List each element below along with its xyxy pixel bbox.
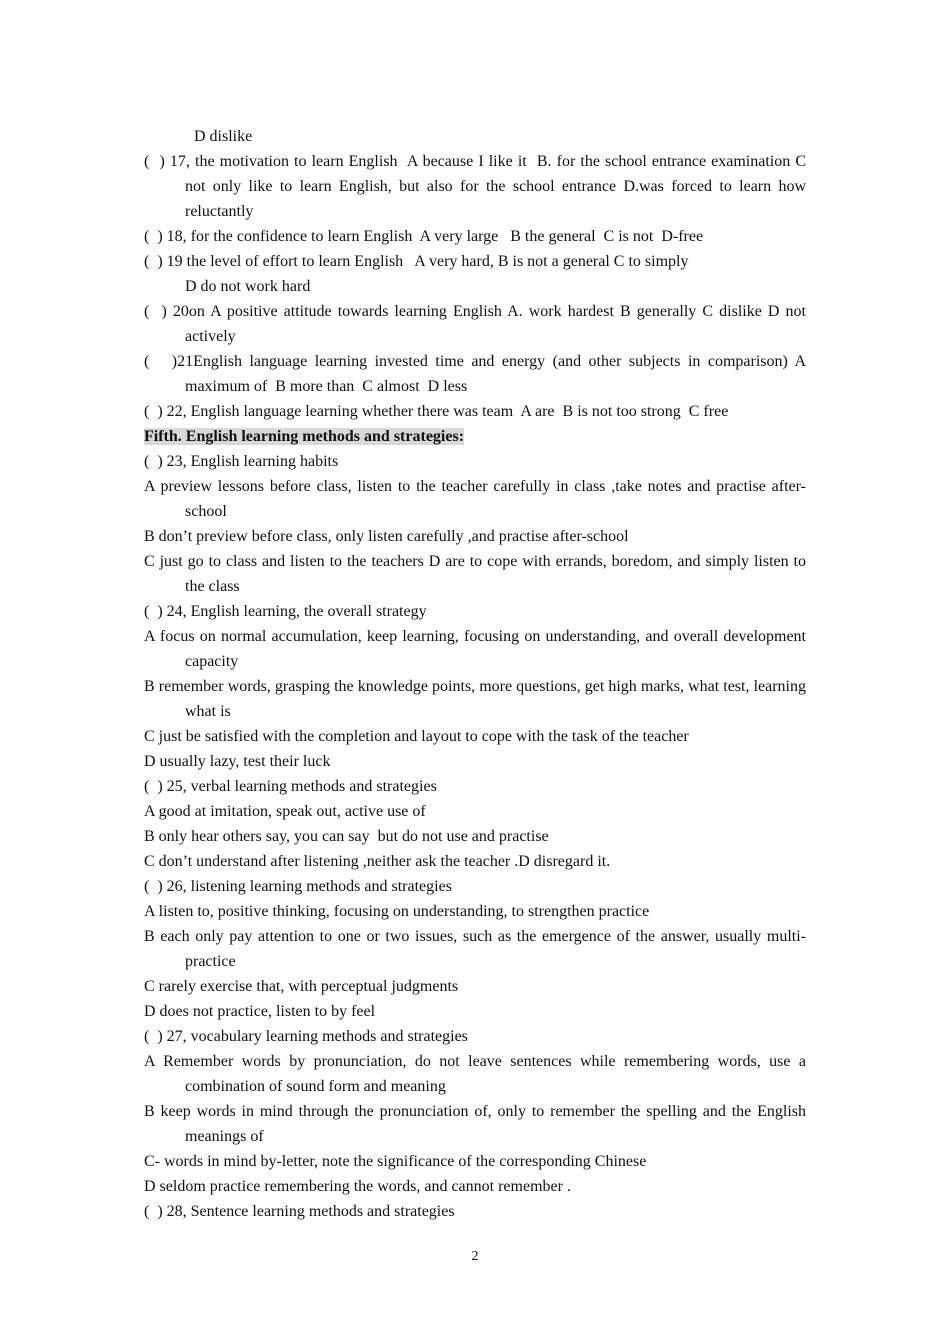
text-line: D dislike bbox=[194, 128, 253, 145]
option-c: C just go to class and listen to the teachers D are to cope with errands, boredom, and simply listen to the class bbox=[144, 553, 810, 595]
page-body bbox=[144, 124, 810, 1224]
question-22: ( ) 22, English language learning whether there was team A are B is not too strong C free bbox=[144, 403, 729, 420]
question-18: ( ) 18, for the confidence to learn English A very large B the general C is not D-free bbox=[144, 228, 704, 245]
option-a: A focus on normal accumulation, keep learning, focusing on understanding, and overall development capacity bbox=[144, 628, 810, 670]
page-number: 2 bbox=[471, 1249, 479, 1264]
section-heading bbox=[144, 424, 806, 449]
question-24: ( ) 24, English learning, the overall strategy bbox=[144, 603, 427, 620]
option-d: D seldom practice remembering the words, and cannot remember . bbox=[144, 1178, 571, 1195]
option-b: B remember words, grasping the knowledge points, more questions, get high marks, what test, learning what is bbox=[144, 678, 810, 720]
option-a: A good at imitation, speak out, active use of bbox=[144, 803, 426, 820]
option-b: B don’t preview before class, only listen carefully ,and practise after-school bbox=[144, 528, 629, 545]
question-20: ( ) 20on A positive attitude towards learning English A. work hardest B generally C dislike D not actively bbox=[144, 303, 810, 345]
question-19: ( ) 19 the level of effort to learn English A very hard, B is not a general C to simply bbox=[144, 253, 689, 270]
question-25: ( ) 25, verbal learning methods and strategies bbox=[144, 778, 437, 795]
option-a: A listen to, positive thinking, focusing on understanding, to strengthen practice bbox=[144, 903, 650, 920]
question-28: ( ) 28, Sentence learning methods and strategies bbox=[144, 1203, 455, 1220]
option-b: B only hear others say, you can say but do not use and practise bbox=[144, 828, 549, 845]
section-heading-text: Fifth. English learning methods and strategies: bbox=[144, 428, 465, 445]
option-a: A Remember words by pronunciation, do not leave sentences while remembering words, use a combination of sound form and meaning bbox=[144, 1053, 810, 1095]
question-21: ( )21English language learning invested time and energy (and other subjects in comparison) A maximum of B more than C almost D less bbox=[144, 353, 810, 395]
option-a: A preview lessons before class, listen to the teacher carefully in class ,take notes and practise after-school bbox=[144, 478, 806, 520]
text-line: D do not work hard bbox=[185, 278, 311, 295]
option-b: B each only pay attention to one or two issues, such as the emergence of the answer, usually multi-practice bbox=[144, 928, 806, 970]
question-23: ( ) 23, English learning habits bbox=[144, 453, 339, 470]
option-c: C just be satisfied with the completion and layout to cope with the task of the teacher bbox=[144, 728, 689, 745]
option-d: D usually lazy, test their luck bbox=[144, 753, 331, 770]
question-17: ( ) 17, the motivation to learn English A because I like it B. for the school entrance examination C not only like to learn English, but also for the school entrance D.was forced to learn how reluctantly bbox=[144, 153, 810, 220]
option-c: C rarely exercise that, with perceptual judgments bbox=[144, 978, 459, 995]
option-d: D does not practice, listen to by feel bbox=[144, 1003, 376, 1020]
question-26: ( ) 26, listening learning methods and strategies bbox=[144, 878, 452, 895]
question-27: ( ) 27, vocabulary learning methods and strategies bbox=[144, 1028, 468, 1045]
option-c: C- words in mind by-letter, note the significance of the corresponding Chinese bbox=[144, 1153, 647, 1170]
option-c: C don’t understand after listening ,neither ask the teacher .D disregard it. bbox=[144, 853, 611, 870]
option-b: B keep words in mind through the pronunciation of, only to remember the spelling and the English meanings of bbox=[144, 1103, 810, 1145]
